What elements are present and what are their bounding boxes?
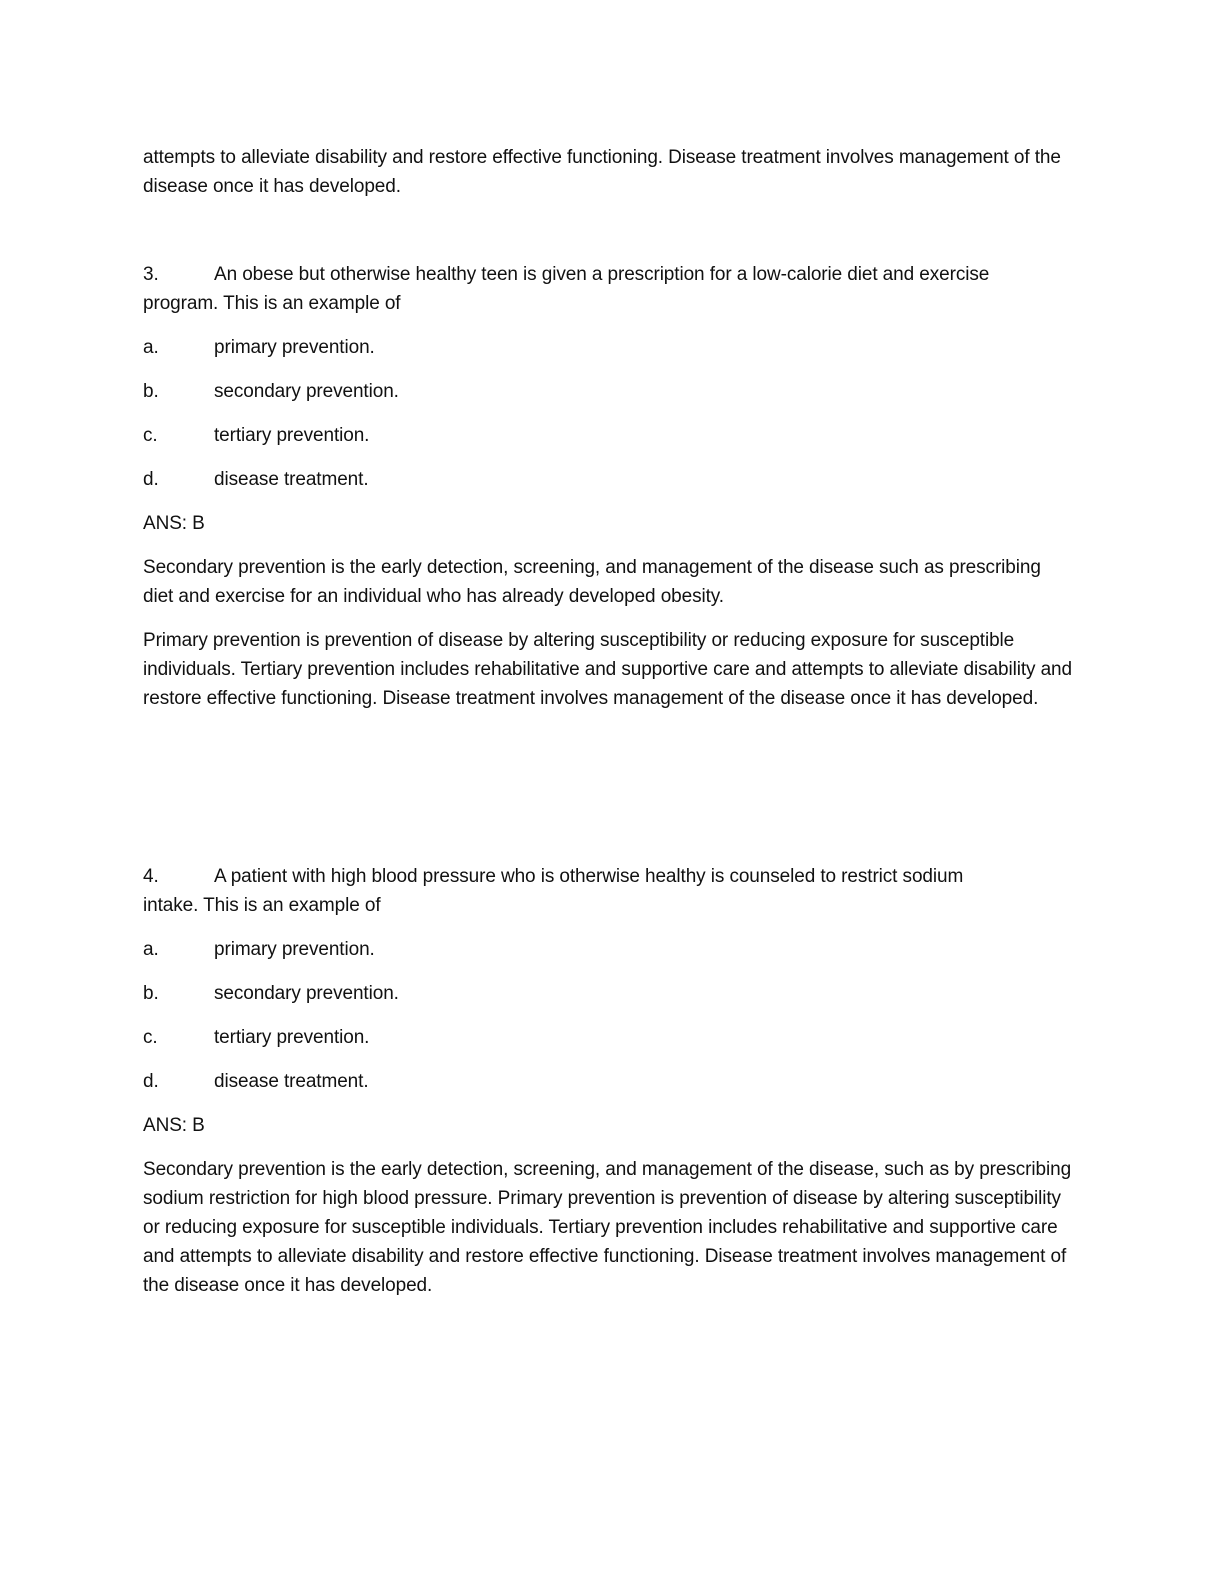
question-4-stem-row: [143, 862, 1073, 891]
question-3-rationale-1: Secondary prevention is the early detection, screening, and management of the disease such as prescribing diet and exercise for an individual who has already developed obesity.: [143, 557, 1041, 607]
question-4-option-d: [143, 1067, 1073, 1096]
option-text: disease treatment.: [214, 469, 369, 490]
option-text: tertiary prevention.: [214, 1027, 370, 1048]
question-4-stem-continued: intake. This is an example of: [143, 895, 381, 916]
option-letter: b.: [143, 381, 159, 402]
option-text: primary prevention.: [214, 939, 375, 960]
option-letter: a.: [143, 939, 159, 960]
question-3-answer: ANS: B: [143, 513, 205, 534]
question-3-rationale-2: Primary prevention is prevention of disease by altering susceptibility or reducing exposure for susceptible individuals. Tertiary prevention includes rehabilitative and supportive care and attempts to alleviate disability and restore effective functioning. Disease treatment involves management of the disease once it has developed.: [143, 630, 1072, 709]
question-4-number: 4.: [143, 866, 159, 887]
question-3-stem-continued: program. This is an example of: [143, 293, 401, 314]
question-4-option-c: [143, 1023, 1073, 1052]
option-letter: d.: [143, 469, 159, 490]
question-4-rationale-1: Secondary prevention is the early detection, screening, and management of the disease, such as by prescribing sodium restriction for high blood pressure. Primary prevention is prevention of disease by altering susceptibility or reducing exposure for susceptible individuals. Tertiary prevention includes rehabilitative and supportive care and attempts to alleviate disability and restore effective functioning. Disease treatment involves management of the disease once it has developed.: [143, 1159, 1072, 1296]
option-text: disease treatment.: [214, 1071, 369, 1092]
question-3-stem-row: [143, 260, 1073, 289]
option-letter: a.: [143, 337, 159, 358]
option-letter: c.: [143, 1027, 158, 1048]
question-4-option-a: [143, 935, 1073, 964]
option-text: secondary prevention.: [214, 381, 399, 402]
question-3: [143, 260, 1073, 713]
question-3-option-d: [143, 465, 1073, 494]
question-3-option-c: [143, 421, 1073, 450]
option-text: secondary prevention.: [214, 983, 399, 1004]
question-3-stem-first-line: An obese but otherwise healthy teen is given a prescription for a low-calorie diet and exercise: [214, 264, 990, 285]
question-4-answer: ANS: B: [143, 1115, 205, 1136]
question-4-option-b: [143, 979, 1073, 1008]
question-3-option-b: [143, 377, 1073, 406]
option-letter: c.: [143, 425, 158, 446]
option-letter: b.: [143, 983, 159, 1004]
option-letter: d.: [143, 1071, 159, 1092]
question-3-number: 3.: [143, 264, 159, 285]
question-4-stem-first-line: A patient with high blood pressure who is otherwise healthy is counseled to restrict sodium: [214, 866, 964, 887]
continuation-paragraph: attempts to alleviate disability and restore effective functioning. Disease treatment involves management of the disease once it has developed.: [143, 147, 1061, 197]
page-content: [143, 143, 1073, 1300]
option-text: tertiary prevention.: [214, 425, 370, 446]
question-4: [143, 862, 1073, 1300]
option-text: primary prevention.: [214, 337, 375, 358]
question-3-option-a: [143, 333, 1073, 362]
